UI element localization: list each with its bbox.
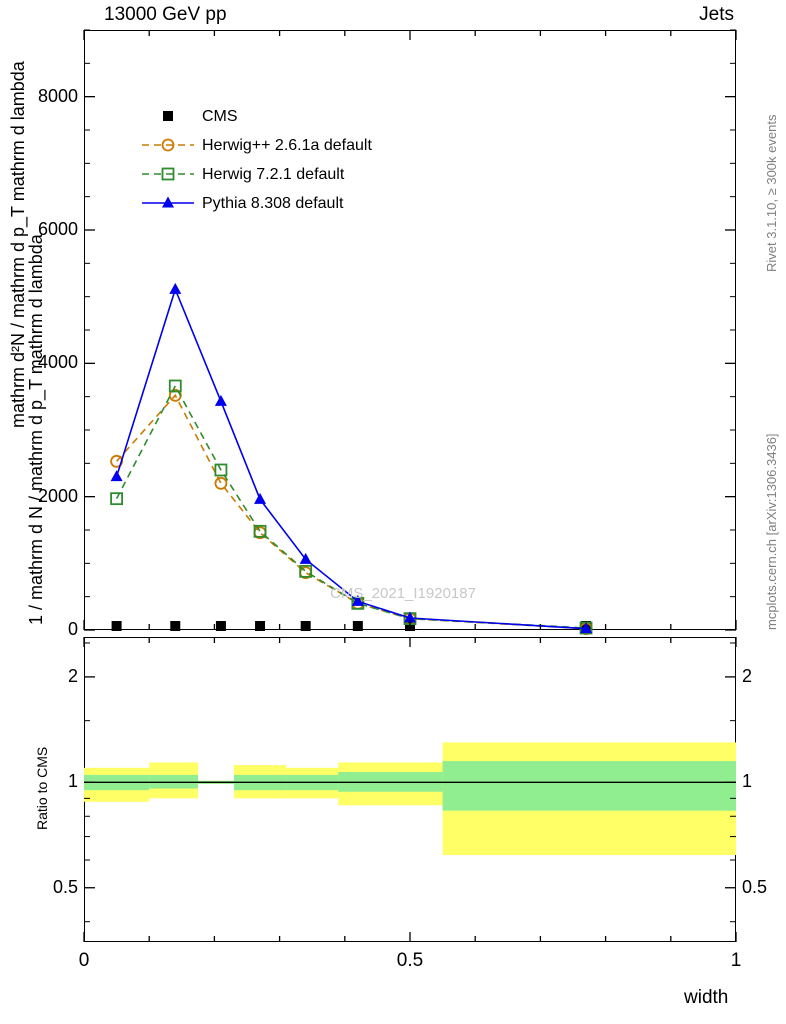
legend-marker-icon	[140, 134, 196, 156]
y-tick-label: 8000	[37, 85, 78, 106]
legend-label: Herwig 7.2.1 default	[202, 166, 345, 183]
ratio-y-tick-label: 1	[67, 771, 78, 792]
legend-marker-icon	[140, 163, 196, 185]
legend-marker-icon	[140, 105, 196, 127]
legend-marker-icon	[140, 192, 196, 214]
legend-label: Herwig++ 2.6.1a default	[202, 137, 372, 154]
ratio-y-tick-label: 2	[67, 665, 78, 686]
analysis-watermark: CMS_2021_I1920187	[330, 585, 476, 602]
y-tick-label: 6000	[37, 219, 78, 239]
legend-label: Pythia 8.308 default	[202, 195, 344, 212]
ratio-y-tick-label-right: 1	[742, 771, 753, 792]
y-axis-main-title-secondary: mathrm d²N / mathrm d p_T mathrm d lambda	[8, 61, 28, 428]
y-axis-main-title: 1 / mathrm d N / mathrm d p_T mathrm d lambda	[26, 234, 46, 625]
x-tick-label: 1	[730, 950, 742, 971]
legend-label: CMS	[202, 108, 238, 125]
x-axis-title: width	[684, 987, 729, 1008]
x-tick-label: 0	[78, 950, 90, 971]
y-tick-label: 4000	[37, 352, 78, 373]
x-tick-label: 0.5	[396, 950, 424, 971]
y-axis-ratio-title: Ratio to CMS	[34, 746, 50, 830]
ratio-y-tick-label-right: 2	[742, 665, 753, 686]
y-tick-label: 0	[67, 619, 78, 639]
right-note-rivet: Rivet 3.1.10, ≥ 300k events	[764, 114, 779, 272]
right-note-mcplots: mcplots.cern.ch [arXiv:1306.3436]	[764, 433, 779, 630]
header-process-label: Jets	[699, 4, 734, 25]
ratio-y-tick-label: 0.5	[52, 876, 78, 897]
ratio-y-tick-label-right: 0.5	[742, 876, 768, 897]
header-beam-label: 13000 GeV pp	[104, 4, 227, 25]
y-tick-label: 2000	[37, 485, 78, 506]
